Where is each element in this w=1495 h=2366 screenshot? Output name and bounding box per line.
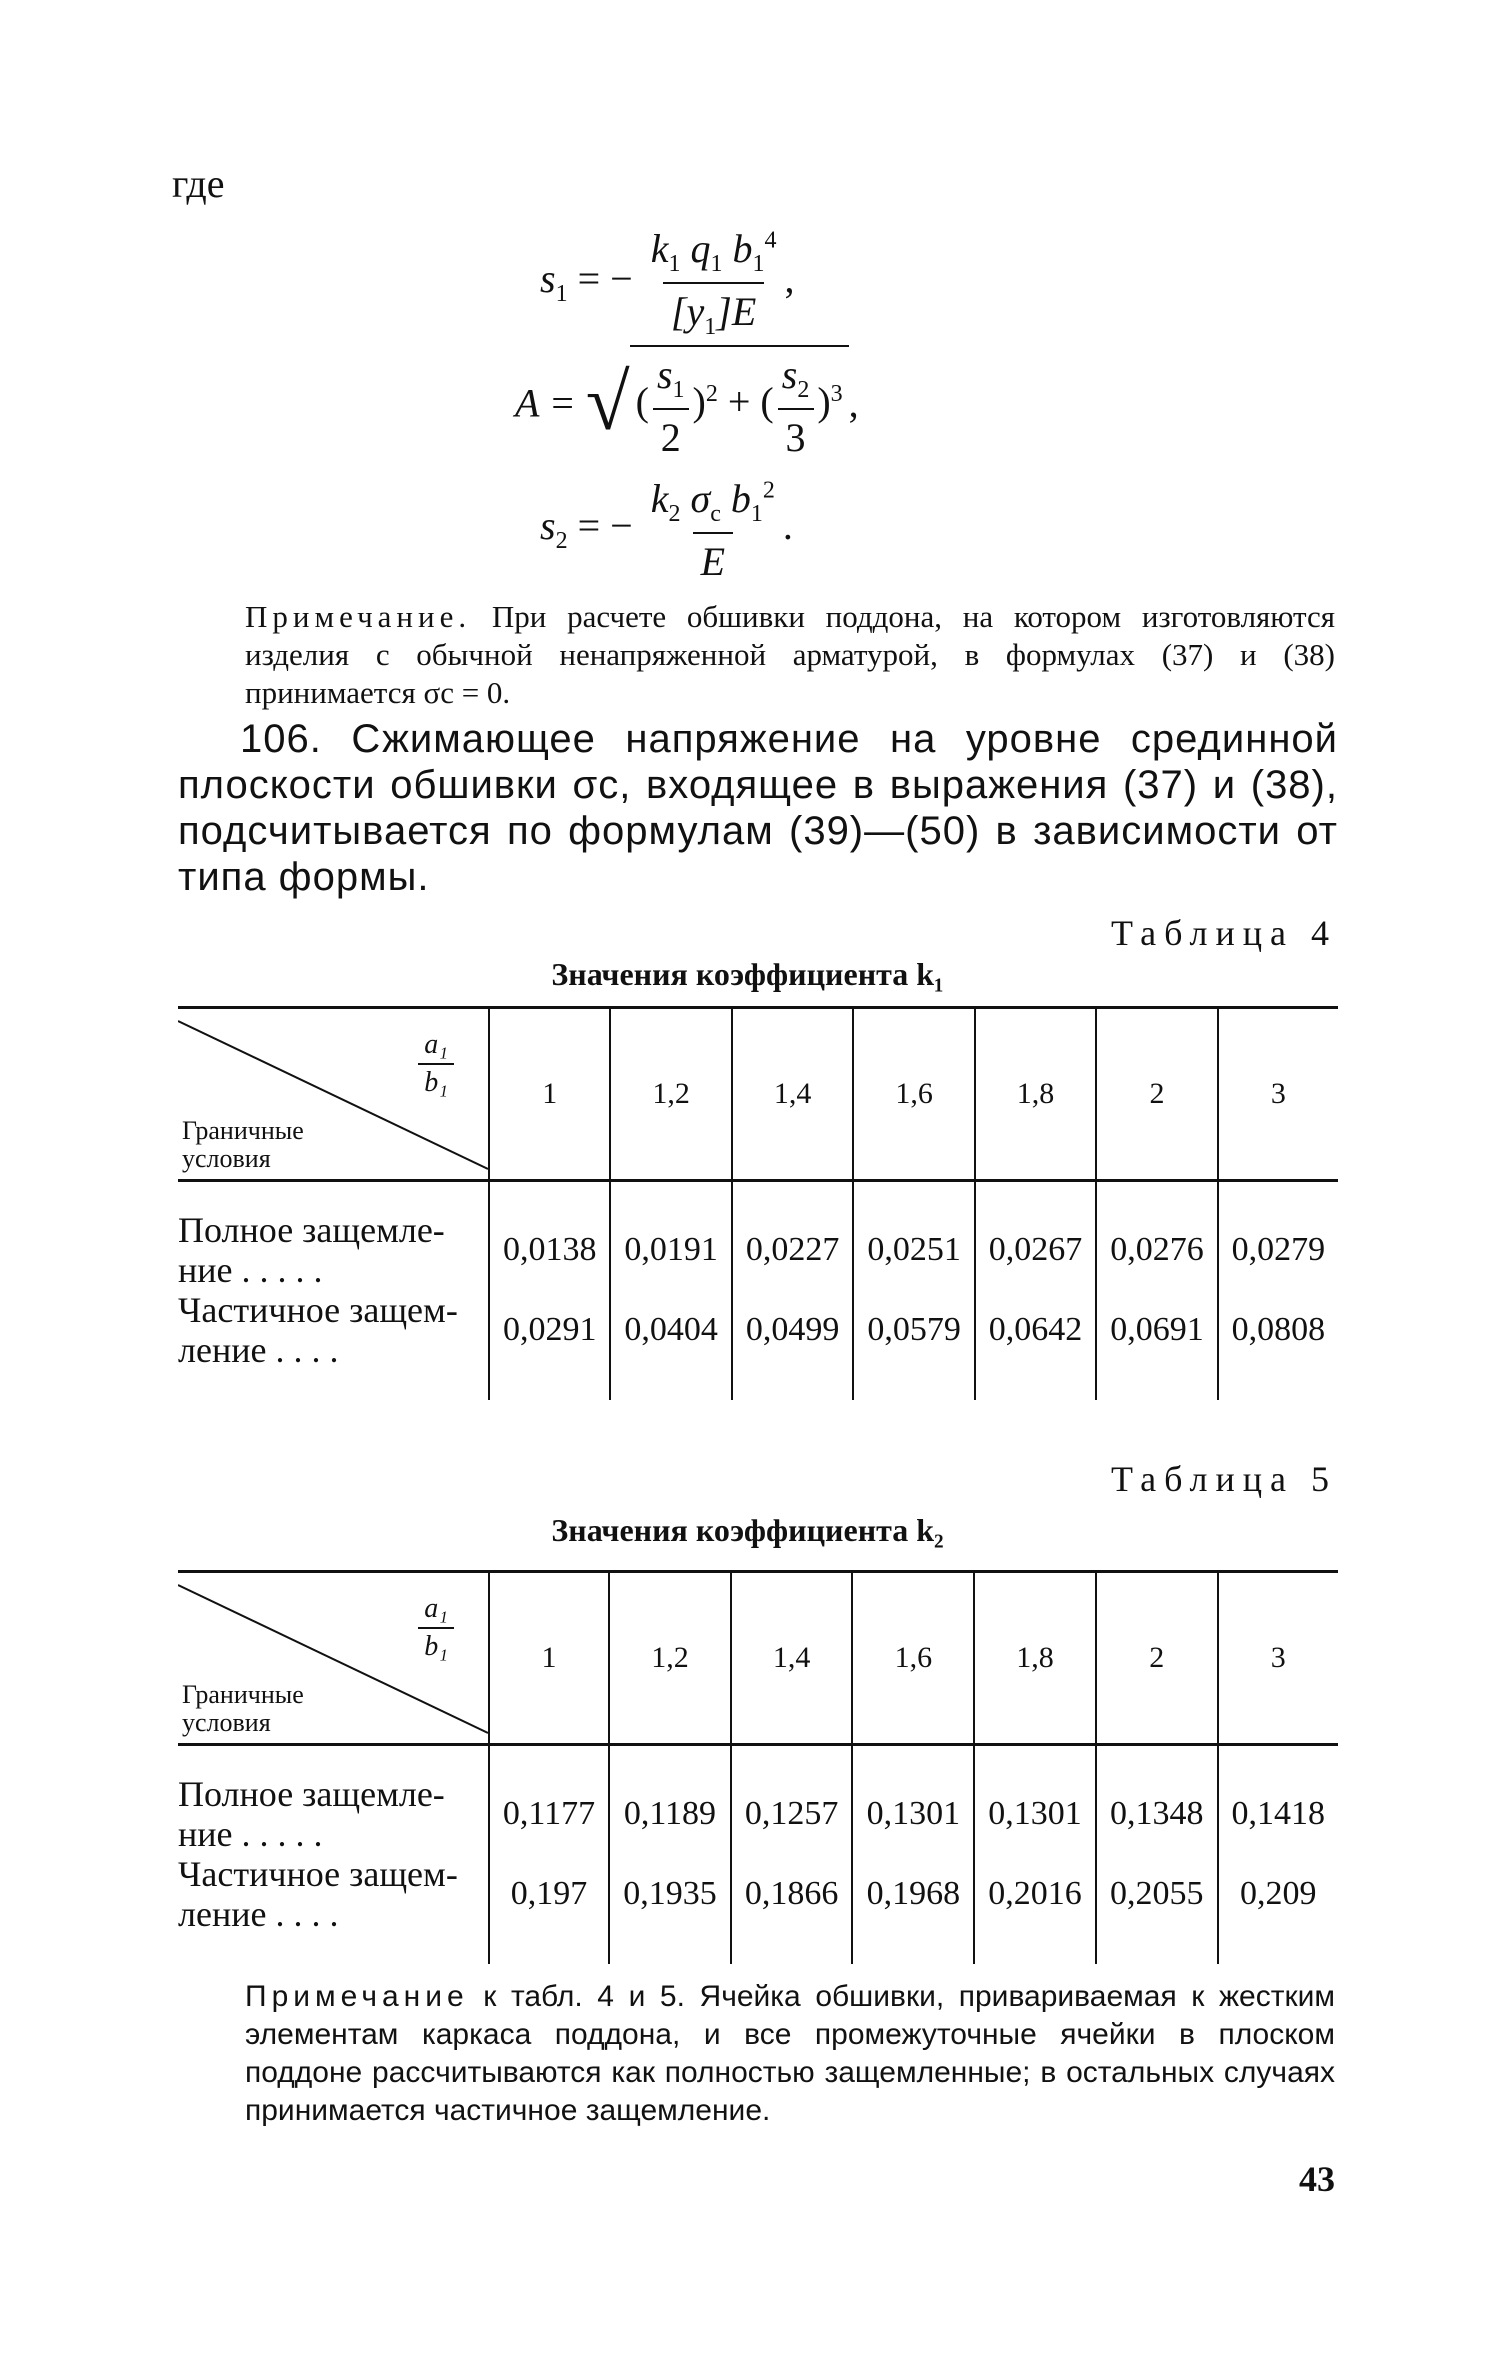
table-cell: 0,1935 — [609, 1854, 731, 1964]
table-cell: 0,0579 — [853, 1290, 974, 1400]
table-cell: 0,0291 — [489, 1290, 610, 1400]
table4-col-header: 1,8 — [975, 1008, 1096, 1181]
table-cell: 0,1301 — [974, 1745, 1096, 1855]
note-2 — [245, 1978, 1335, 2130]
table-cell: 0,197 — [489, 1854, 609, 1964]
table5-col-header: 1,6 — [852, 1572, 974, 1745]
note-1 — [245, 598, 1335, 712]
table5 — [178, 1570, 1338, 1964]
row-label: Частичное защем- ление . . . . — [178, 1290, 458, 1370]
table-cell: 0,1189 — [609, 1745, 731, 1855]
paragraph-106: 106. Сжимающее напряжение на уровне срединной плоскости обшивки σc, входящее в выражения (37) и (38), подсчитывается по формулам (39)—(50) в зависимости от типа формы. — [178, 717, 1338, 899]
table-cell: 0,1866 — [731, 1854, 853, 1964]
table4-label: Таблица 4 — [1111, 913, 1337, 953]
table-cell: 0,2016 — [974, 1854, 1096, 1964]
table-cell: 0,0251 — [853, 1181, 974, 1291]
note-1-text: При расчете обшивки поддона, на котором изготовляются изделия с обычной ненапряженной арматурой, в формулах (37) и (38) принимается σc = 0. — [245, 599, 1335, 710]
page-number: 43 — [1299, 2159, 1335, 2199]
table-cell: 0,1418 — [1218, 1745, 1338, 1855]
table-cell: 0,0267 — [975, 1181, 1096, 1291]
table-cell: 0,2055 — [1096, 1854, 1218, 1964]
table-cell: 0,1177 — [489, 1745, 609, 1855]
table-cell: 0,209 — [1218, 1854, 1338, 1964]
table-cell: 0,0191 — [610, 1181, 731, 1291]
table-cell: 0,0404 — [610, 1290, 731, 1400]
table4-col-header: 1 — [489, 1008, 610, 1181]
table-row — [178, 1290, 1338, 1400]
sqrt-icon: √ — [585, 359, 630, 447]
table-cell: 0,0138 — [489, 1181, 610, 1291]
table-cell: 0,0499 — [732, 1290, 853, 1400]
table4-col-header: 1,2 — [610, 1008, 731, 1181]
intro-word: где — [172, 161, 225, 206]
table5-col-header: 1,2 — [609, 1572, 731, 1745]
note-2-label: Примечание — [245, 1980, 469, 2013]
row-label: Полное защемле- ние . . . . . — [178, 1210, 445, 1290]
table-cell: 0,1968 — [852, 1854, 974, 1964]
table5-col-header: 2 — [1096, 1572, 1218, 1745]
table-row — [178, 1745, 1338, 1855]
table5-col-header: 1,4 — [731, 1572, 853, 1745]
table-row — [178, 1181, 1338, 1291]
table4-corner: a₁ b₁ Граничные условия — [178, 1008, 489, 1181]
table-cell: 0,0691 — [1096, 1290, 1217, 1400]
table4-col-header: 2 — [1096, 1008, 1217, 1181]
table4 — [178, 1006, 1338, 1400]
table4-col-header: 3 — [1218, 1008, 1338, 1181]
table-cell: 0,0808 — [1218, 1290, 1338, 1400]
table-row — [178, 1854, 1338, 1964]
table5-label: Таблица 5 — [1111, 1459, 1337, 1499]
row-label: Полное защемле- ние . . . . . — [178, 1774, 445, 1854]
table5-col-header: 1,8 — [974, 1572, 1096, 1745]
table4-title: Значения коэффициента k₁ — [551, 956, 944, 992]
table4-col-header: 1,4 — [732, 1008, 853, 1181]
note-1-label: Примечание. — [245, 599, 472, 634]
formula-s1: $s_1$ = − $\frac{k_1 q_1 b_1^4}{[y_1]E}$ , — [540, 226, 795, 340]
table-cell: 0,0227 — [732, 1181, 853, 1291]
table-cell: 0,1301 — [852, 1745, 974, 1855]
table-cell: 0,1348 — [1096, 1745, 1218, 1855]
note-2-text: к табл. 4 и 5. Ячейка обшивки, привариваемая к жестким элементам каркаса поддона, и все промежуточные ячейки в плоском поддоне рассчитываются как полностью защемленные; в остальных случаях принимается частичное защемление. — [245, 1980, 1335, 2127]
table-cell: 0,0279 — [1218, 1181, 1338, 1291]
table-cell: 0,0642 — [975, 1290, 1096, 1400]
table-cell: 0,1257 — [731, 1745, 853, 1855]
row-label: Частичное защем- ление . . . . — [178, 1854, 458, 1934]
formula-a: A = √( $\frac{s_1}{2}$ )$^2$ + ( $\frac{s_2}{3}$ )$^3$ , — [515, 345, 859, 461]
table5-col-header: 3 — [1218, 1572, 1338, 1745]
formula-s2: $s_2$ = − $\frac{k_2 \sigma_c b_1^2}{E}$ . — [540, 476, 793, 584]
table-cell: 0,0276 — [1096, 1181, 1217, 1291]
table5-corner: a₁ b₁ Граничные условия — [178, 1572, 489, 1745]
table4-col-header: 1,6 — [853, 1008, 974, 1181]
table5-title: Значения коэффициента k₂ — [551, 1512, 944, 1548]
table5-col-header: 1 — [489, 1572, 609, 1745]
